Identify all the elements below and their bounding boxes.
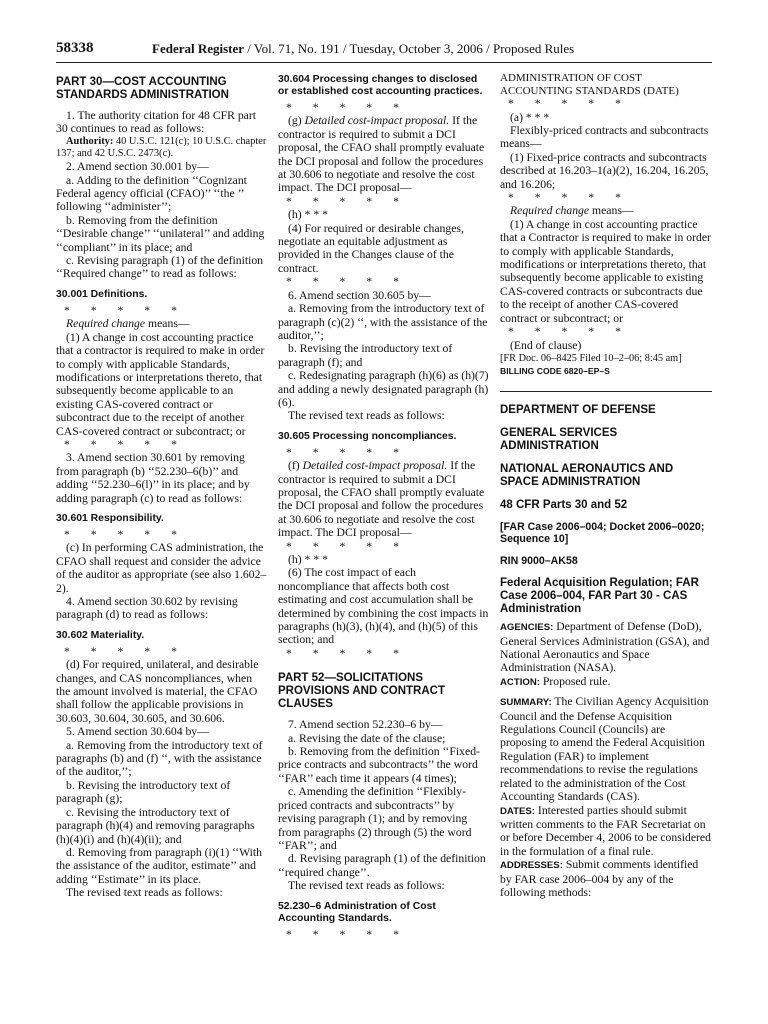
paragraph: (d) For required, unilateral, and desirable changes, and CAS noncompliances, when the amount involved is material, the CFAO shall follow the applicable provisions in 30.603, 30.604, 30.605, and 30.606. [56,658,259,725]
column-1 [56,72,268,900]
agencies-label: AGENCIES: [500,622,554,634]
paragraph-heading-italic: Detailed cost-impact proposal. [302,459,448,473]
ellipsis-stars: * * * * * [286,445,399,459]
paragraph: (h) * * * [288,208,328,222]
cfr-parts: 48 CFR Parts 30 and 52 [500,498,628,511]
paragraph: b. Revising the introductory text of paragraph (g); [56,778,231,806]
paragraph: The revised text reads as follows: [288,409,445,423]
paragraph: 3. Amend section 30.601 by removing from paragraph (b) ‘‘52.230–6(b)’’ and adding ‘‘52.230–6(l)’’ in its place; and by adding paragraph (c) to read as follows: [56,451,250,505]
paragraph-rest: If the contractor is required to submit a DCI proposal, the CFAO shall promptly evaluate the DCI proposal and follow the procedures at 30.606 to negotiate and resolve the cost impact. The DCI proposal— [278,114,485,195]
summary-label: SUMMARY: [500,697,552,709]
ellipsis-stars: * * * * * [286,101,399,114]
paragraph-prefix: (g) [288,114,305,128]
paragraph: 4. Amend section 30.602 by revising paragraph (d) to read as follows: [56,595,238,622]
paragraph: (4) For required or desirable changes, negotiate an equitable adjustment as provided in the Changes clause of the contract. [278,221,464,275]
paragraph: 7. Amend section 52.230–6 by— [288,718,443,732]
ellipsis-stars: * * * * * [286,927,399,941]
paragraph: b. Removing from the definition ‘‘Desirable change’’ ‘‘unilateral’’ and adding ‘‘compliant’’ in its place; and [56,213,265,254]
ellipsis-stars: * * * * * [286,194,399,208]
action-text: Proposed rule. [539,674,611,688]
section-heading: 30.001 Definitions. [56,288,148,300]
section-heading: 30.605 Processing noncompliances. [278,430,457,442]
addresses-label: ADDRESSES: [500,860,563,872]
agencies-line [500,620,712,675]
authority-label: Authority: [66,135,114,147]
paragraph: (1) A change in cost accounting practice that a Contractor is required to make in order to comply with applicable Standards, modifications or interpretations thereto, that subsequently become applicable to existing CAS-covered contracts or subcontracts due to the receipt of another CAS-covered contract or subcontract; or [500,217,711,325]
paragraph: a. Removing from the introductory text of paragraphs (b) and (f) ‘‘, with the assistance of the auditor,’’; [56,738,263,779]
paragraph: a. Removing from the introductory text of paragraph (c)(2) ‘‘, with the assistance of the auditor,’’; [278,302,488,342]
dates-paragraph [500,804,712,859]
rule-title: Federal Acquisition Regulation; FAR Case 2006–004, FAR Part 30 - CAS Administration [500,577,699,616]
paragraph-prefix: (f) [288,459,303,473]
running-rest: / Vol. 71, No. 191 / Tuesday, October 3, 2006 / Proposed Rules [244,41,575,56]
paragraph: (a) * * * [510,110,550,124]
paragraph: b. Revising the introductory text of paragraph (f); and [278,342,453,369]
agency-heading: NATIONAL AERONAUTICS AND SPACE ADMINISTRATION [500,462,674,488]
ellipsis-stars: * * * * * [64,644,177,658]
dates-text: Interested parties should submit written comments to the FAR Secretariat on or before December 4, 2006 to be considered in the formulation of a final rule. [500,803,711,858]
paragraph: 6. Amend section 30.605 by— [288,288,431,302]
rin-number: RIN 9000–AK58 [500,554,578,567]
paragraph: (6) The cost impact of each noncompliance that affects both cost estimating and cost accumulation shall be determined by combining the cost impacts in paragraphs (h)(3), (h)(4), and (h)(5) of this section; and [278,566,489,647]
paragraph: The revised text reads as follows: [288,879,445,893]
ellipsis-stars: * * * * * [64,527,177,541]
ellipsis-stars: * * * * * [64,303,177,317]
paragraph: b. Removing from the definition ‘‘Fixed-price contracts and subcontracts’’ the word ‘‘FAR’’ each time it appears (4 times); [278,745,480,785]
authority-text: 40 U.S.C. 121(c); 10 U.S.C. chapter 137; and 42 U.S.C. 2473(c). [56,135,267,160]
addresses-text: Submit comments identified by FAR case 2006–004 by any of the following methods: [500,858,699,899]
billing-code: BILLING CODE 6820–EP–S [500,366,610,377]
clause-title: ADMINISTRATION OF COST ACCOUNTING STANDARDS (DATE) [500,72,679,97]
definition-lead-rest: means— [145,317,190,331]
paragraph: (c) In performing CAS administration, the CFAO shall request and consider the advice of the auditor as appropriate (see also 1.602–2). [56,541,267,595]
paragraph: c. Redesignating paragraph (h)(6) as (h)(7) and adding a newly designated paragraph (h)(6). [278,369,489,409]
paragraph-rest: If the contractor is required to submit a DCI proposal, the CFAO shall promptly evaluate the DCI proposal and follow the procedures at 30.606 to negotiate and resolve the cost impact. The DCI proposal— [278,459,485,540]
ellipsis-stars: * * * * * [286,539,399,553]
ellipsis-stars: * * * * * [508,191,621,205]
defined-term: Required change [66,317,146,331]
paragraph: a. Adding to the definition ‘‘Cognizant Federal agency official (CFAO)’’ ‘‘the ’’ following ‘‘administer’’; [56,173,247,214]
ellipsis-stars: * * * * * [286,646,399,660]
column-2 [278,72,490,941]
running-title: Federal Register [152,41,245,56]
authority-citation [56,136,268,160]
paragraph: (1) A change in cost accounting practice that a contractor is required to make in order to comply with applicable Standards, modifications or interpretations thereto, that subsequently become applicable to an existing CAS-covered contract or subcontract due to the receipt of another CAS-covered contract or subcontract; or [56,330,265,438]
dates-label: DATES: [500,805,535,817]
paragraph: 5. Amend section 30.604 by— [66,725,209,739]
paragraph: a. Revising the date of the clause; [288,731,446,745]
page-number: 58338 [56,40,94,56]
paragraph: c. Revising paragraph (1) of the definition ‘‘Required change’’ to read as follows: [56,254,264,281]
agencies-text: Department of Defense (DoD), General Services Administration (GSA), and National Aeronautics and Space Administration (NASA). [500,620,710,675]
summary-paragraph [500,695,712,803]
definition-lead [56,317,268,330]
paragraph: The revised text reads as follows: [66,886,223,900]
running-head [152,41,574,57]
paragraph: 2. Amend section 30.001 by— [66,160,209,174]
paragraph: d. Revising paragraph (1) of the definition ‘‘required change’’. [278,852,486,879]
summary-text: The Civilian Agency Acquisition Council and the Defense Acquisition Regulations Council (Councils) are proposing to amend the Federal Acquisition Regulation (FAR) to implement recommendations to revise the regulations related to the administration of the Cost Accounting Standards (CAS). [500,695,709,804]
agency-heading: GENERAL SERVICES ADMINISTRATION [500,426,618,452]
paragraph: d. Removing from paragraph (i)(1) ‘‘With the assistance of the auditor, estimate’’ and adding ‘‘Estimate’’ in its place. [56,845,262,886]
page-header [56,40,712,63]
end-of-clause: (End of clause) [510,338,582,352]
paragraph-f [278,459,490,539]
action-line [500,675,712,689]
defined-term: Required change [510,204,590,218]
paragraph-g [278,114,490,194]
ellipsis-stars: * * * * * [64,437,177,451]
fr-doc-line: [FR Doc. 06–8425 Filed 10–2–06; 8:45 am] [500,352,682,364]
ellipsis-stars: * * * * * [508,97,621,111]
paragraph: 1. The authority citation for 48 CFR part 30 continues to read as follows: [56,109,257,136]
paragraph: c. Revising the introductory text of paragraph (h)(4) and removing paragraphs (h)(4)(i) and (h)(4)(ii); and [56,805,255,846]
paragraph: (h) * * * [288,553,328,566]
paragraph: (1) Fixed-price contracts and subcontracts described at 16.203–1(a)(2), 16.204, 16.205, and 16.206; [500,150,709,191]
section-heading: 30.604 Processing changes to disclosed or established cost accounting practices. [278,74,483,97]
section-heading: 30.602 Materiality. [56,629,145,641]
paragraph-heading-italic: Detailed cost-impact proposal. [304,114,450,128]
definition-lead-rest: means— [589,204,634,218]
ellipsis-stars: * * * * * [286,275,399,289]
divider [500,391,712,392]
action-label: ACTION: [500,676,540,688]
definition-lead [500,204,712,217]
agency-heading: DEPARTMENT OF DEFENSE [500,403,656,416]
paragraph: Flexibly-priced contracts and subcontracts means— [500,124,709,151]
section-heading: 52.230–6 Administration of Cost Accounting Standards. [278,900,436,924]
far-case-docket: [FAR Case 2006–004; Docket 2006–0020; Sequence 10] [500,520,705,546]
column-3 [500,72,712,899]
part-52-heading: PART 52—SOLICITATIONS PROVISIONS AND CONTRACT CLAUSES [278,672,445,711]
part-30-heading: PART 30—COST ACCOUNTING STANDARDS ADMINISTRATION [56,76,229,101]
addresses-paragraph [500,858,712,899]
section-heading: 30.601 Responsibility. [56,512,164,524]
ellipsis-stars: * * * * * [508,325,621,339]
paragraph: c. Amending the definition ‘‘Flexibly-priced contracts and subcontracts’’ by revising paragraph (1); and by removing from paragraphs (2) through (5) the word ‘‘FAR’’; and [278,785,472,852]
